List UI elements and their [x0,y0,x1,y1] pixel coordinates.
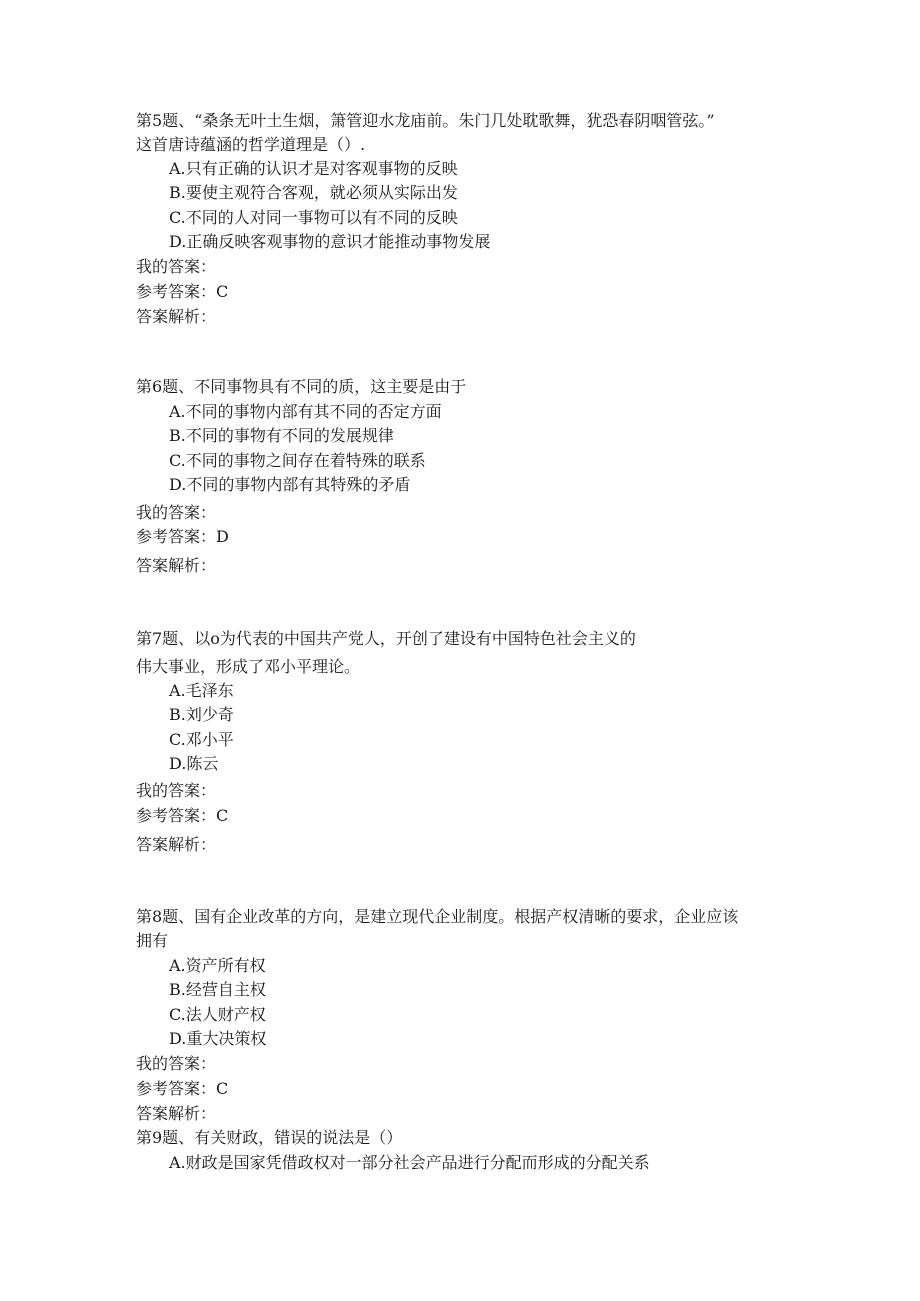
ref-answer-value: C [216,806,229,825]
question-number: 第7题、 [136,629,195,648]
ref-answer-row [136,525,229,549]
analysis-row [136,1102,216,1126]
option-a: A.财政是国家凭借政权对一部分社会产品进行分配而形成的分配关系 [169,1153,650,1172]
option-d: D.重大决策权 [169,1029,267,1048]
question-stem [136,1126,402,1150]
my-answer-row [136,255,216,279]
option-d: D.正确反映客观事物的意识才能推动事物发展 [169,232,491,251]
analysis-label: 答案解析： [136,835,217,854]
option-a: A.不同的事物内部有其不同的否定方面 [169,402,442,421]
question-text: 不同事物具有不同的质，这主要是由于 [194,377,467,396]
option-d: D.不同的事物内部有其特殊的矛盾 [169,475,411,494]
ref-answer-value: D [216,527,229,546]
my-answer-row [136,779,216,803]
ref-answer-row [136,1077,228,1101]
analysis-label: 答案解析： [136,1104,217,1123]
ref-answer-label: 参考答案： [136,527,217,546]
ref-answer-value: C [216,1079,229,1098]
my-answer-label: 我的答案： [136,503,217,522]
option-a: A.资产所有权 [169,956,266,975]
question-stem-cont: 这首唐诗蕴涵的哲学道理是（）. [136,135,366,154]
question-stem [136,905,738,929]
option-b: B.刘少奇 [169,705,234,724]
ref-answer-label: 参考答案： [136,282,217,301]
option-c: C.不同的人对同一事物可以有不同的反映 [169,208,458,227]
option-a: A.只有正确的认识才是对客观事物的反映 [169,159,458,178]
option-d: D.陈云 [169,754,219,773]
option-a: A.毛泽东 [169,681,234,700]
my-answer-label: 我的答案： [136,1054,217,1073]
ref-answer-row [136,280,228,304]
option-b: B.经营自主权 [169,980,266,999]
option-c: C.不同的事物之间存在着特殊的联系 [169,451,426,470]
question-stem [136,109,715,133]
question-text: 国有企业改革的方向，是建立现代企业制度。根据产权清晰的要求，企业应该 [194,907,739,926]
ref-answer-row [136,804,228,828]
analysis-row [136,305,216,329]
ref-answer-label: 参考答案： [136,1079,217,1098]
analysis-label: 答案解析： [136,556,217,575]
analysis-row [136,554,216,578]
question-text: “桑条无叶土生烟，箫管迎水龙庙前。朱门几处耽歌舞，犹恐春阴咽管弦。” [194,111,715,130]
option-b: B.要使主观符合客观，就必须从实际出发 [169,183,458,202]
my-answer-label: 我的答案： [136,781,217,800]
question-number: 第6题、 [136,377,195,396]
question-number: 第8题、 [136,907,195,926]
option-c: C.法人财产权 [169,1005,266,1024]
question-number: 第5题、 [136,111,195,130]
question-stem-cont: 拥有 [136,931,169,950]
question-stem-cont: 伟大事业，形成了邓小平理论。 [136,657,361,676]
question-stem [136,627,636,651]
option-b: B.不同的事物有不同的发展规律 [169,426,394,445]
question-text: 以o为代表的中国共产党人，开创了建设有中国特色社会主义的 [194,629,636,648]
ref-answer-label: 参考答案： [136,806,217,825]
question-text: 有关财政，错误的说法是（） [194,1128,403,1147]
ref-answer-value: C [216,282,229,301]
my-answer-row [136,1052,216,1076]
analysis-row [136,833,216,857]
question-number: 第9题、 [136,1128,195,1147]
my-answer-label: 我的答案： [136,257,217,276]
my-answer-row [136,501,216,525]
option-c: C.邓小平 [169,730,234,749]
analysis-label: 答案解析： [136,307,217,326]
question-stem [136,375,466,399]
